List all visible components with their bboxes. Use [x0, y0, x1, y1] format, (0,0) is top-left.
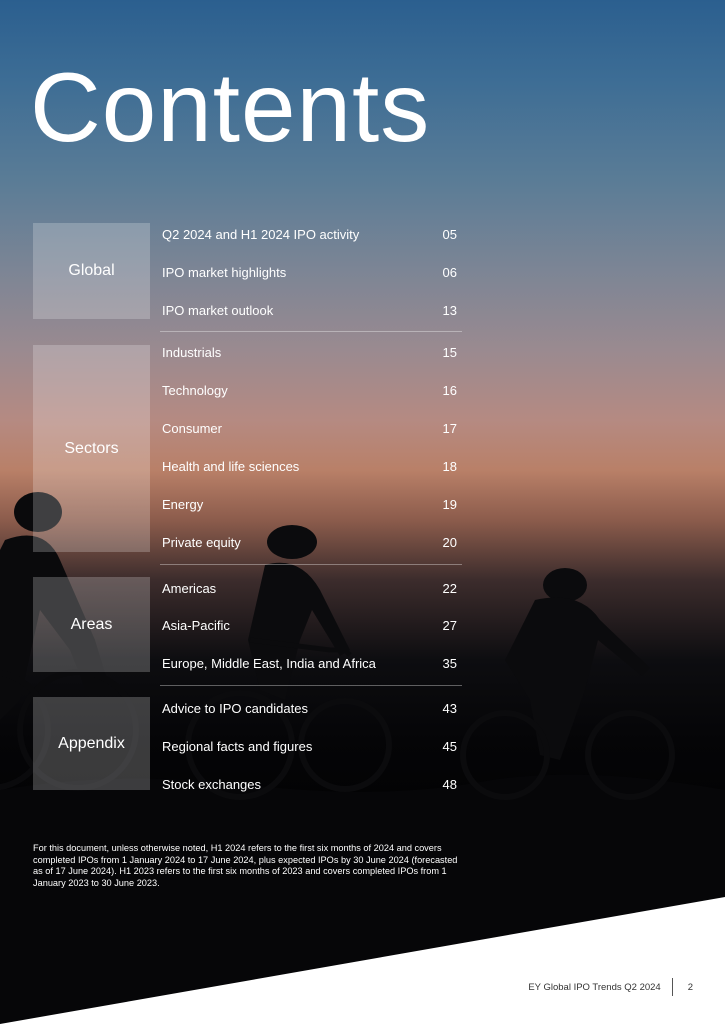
toc-item-title: Regional facts and figures — [162, 738, 313, 754]
toc-item-page: 22 — [442, 580, 457, 596]
section-divider — [160, 685, 462, 686]
toc-item-title: Stock exchanges — [162, 776, 262, 792]
toc-item-page: 43 — [442, 700, 457, 716]
toc-item-page: 35 — [442, 655, 457, 671]
toc-item-title: Private equity — [162, 534, 241, 550]
toc-item-page: 15 — [442, 344, 457, 360]
toc-item-q2-h1-ipo-activity[interactable] — [162, 224, 457, 244]
section-divider — [160, 331, 462, 332]
toc-item-title: Asia-Pacific — [162, 617, 230, 633]
toc-item-title: Industrials — [162, 344, 222, 360]
section-label-areas[interactable]: Areas — [33, 577, 150, 672]
toc-item-regional-facts[interactable] — [162, 736, 457, 756]
section-label-appendix[interactable]: Appendix — [33, 697, 150, 790]
toc-item-consumer[interactable] — [162, 418, 457, 438]
toc-item-title: Energy — [162, 496, 204, 512]
toc-item-americas[interactable] — [162, 578, 457, 598]
toc-item-ipo-market-outlook[interactable] — [162, 300, 457, 320]
toc-item-page: 05 — [442, 226, 457, 242]
footer-publication: EY Global IPO Trends Q2 2024 — [528, 981, 661, 993]
section-label-sectors[interactable]: Sectors — [33, 345, 150, 552]
toc-item-health-life-sciences[interactable] — [162, 456, 457, 476]
toc-item-ipo-market-highlights[interactable] — [162, 262, 457, 282]
toc-item-page: 45 — [442, 738, 457, 754]
toc-item-title: Technology — [162, 382, 228, 398]
toc-item-title: Health and life sciences — [162, 458, 300, 474]
toc-item-page: 06 — [442, 264, 457, 280]
toc-item-title: Advice to IPO candidates — [162, 700, 308, 716]
cyclist-right-silhouette — [463, 568, 672, 797]
toc-item-title: Q2 2024 and H1 2024 IPO activity — [162, 226, 360, 242]
toc-item-page: 16 — [442, 382, 457, 398]
toc-item-page: 27 — [442, 617, 457, 633]
toc-item-title: IPO market highlights — [162, 264, 287, 280]
toc-item-title: Europe, Middle East, India and Africa — [162, 655, 376, 671]
toc-item-technology[interactable] — [162, 380, 457, 400]
toc-item-page: 20 — [442, 534, 457, 550]
toc-item-industrials[interactable] — [162, 342, 457, 362]
section-label-global[interactable]: Global — [33, 223, 150, 319]
footer-page-number: 2 — [687, 981, 693, 993]
toc-item-emeia[interactable] — [162, 653, 457, 673]
toc-item-asia-pacific[interactable] — [162, 615, 457, 635]
footer-divider — [672, 978, 673, 996]
toc-item-title: Consumer — [162, 420, 222, 436]
toc-item-private-equity[interactable] — [162, 532, 457, 552]
toc-item-stock-exchanges[interactable] — [162, 774, 457, 794]
toc-item-page: 17 — [442, 420, 457, 436]
toc-item-page: 19 — [442, 496, 457, 512]
toc-item-energy[interactable] — [162, 494, 457, 514]
toc-item-title: IPO market outlook — [162, 302, 274, 318]
page-title: Contents — [30, 52, 431, 162]
toc-item-page: 48 — [442, 776, 457, 792]
toc-item-advice-ipo-candidates[interactable] — [162, 698, 457, 718]
toc-item-page: 13 — [442, 302, 457, 318]
footnote-definitions: For this document, unless otherwise noted, H1 2024 refers to the first six months of 2024 and covers completed IPOs from 1 January 2024 to 17 June 2024, plus expected IPOs by 30 June 2024 (forecasted as of 17 June 2024). H1 2023 refers to the first six months of 2023 and covers completed IPOs from 1 January 2023 to 30 June 2023. — [33, 843, 458, 888]
page-footer — [528, 978, 693, 996]
section-divider — [160, 564, 462, 565]
toc-item-page: 18 — [442, 458, 457, 474]
toc-item-title: Americas — [162, 580, 217, 596]
